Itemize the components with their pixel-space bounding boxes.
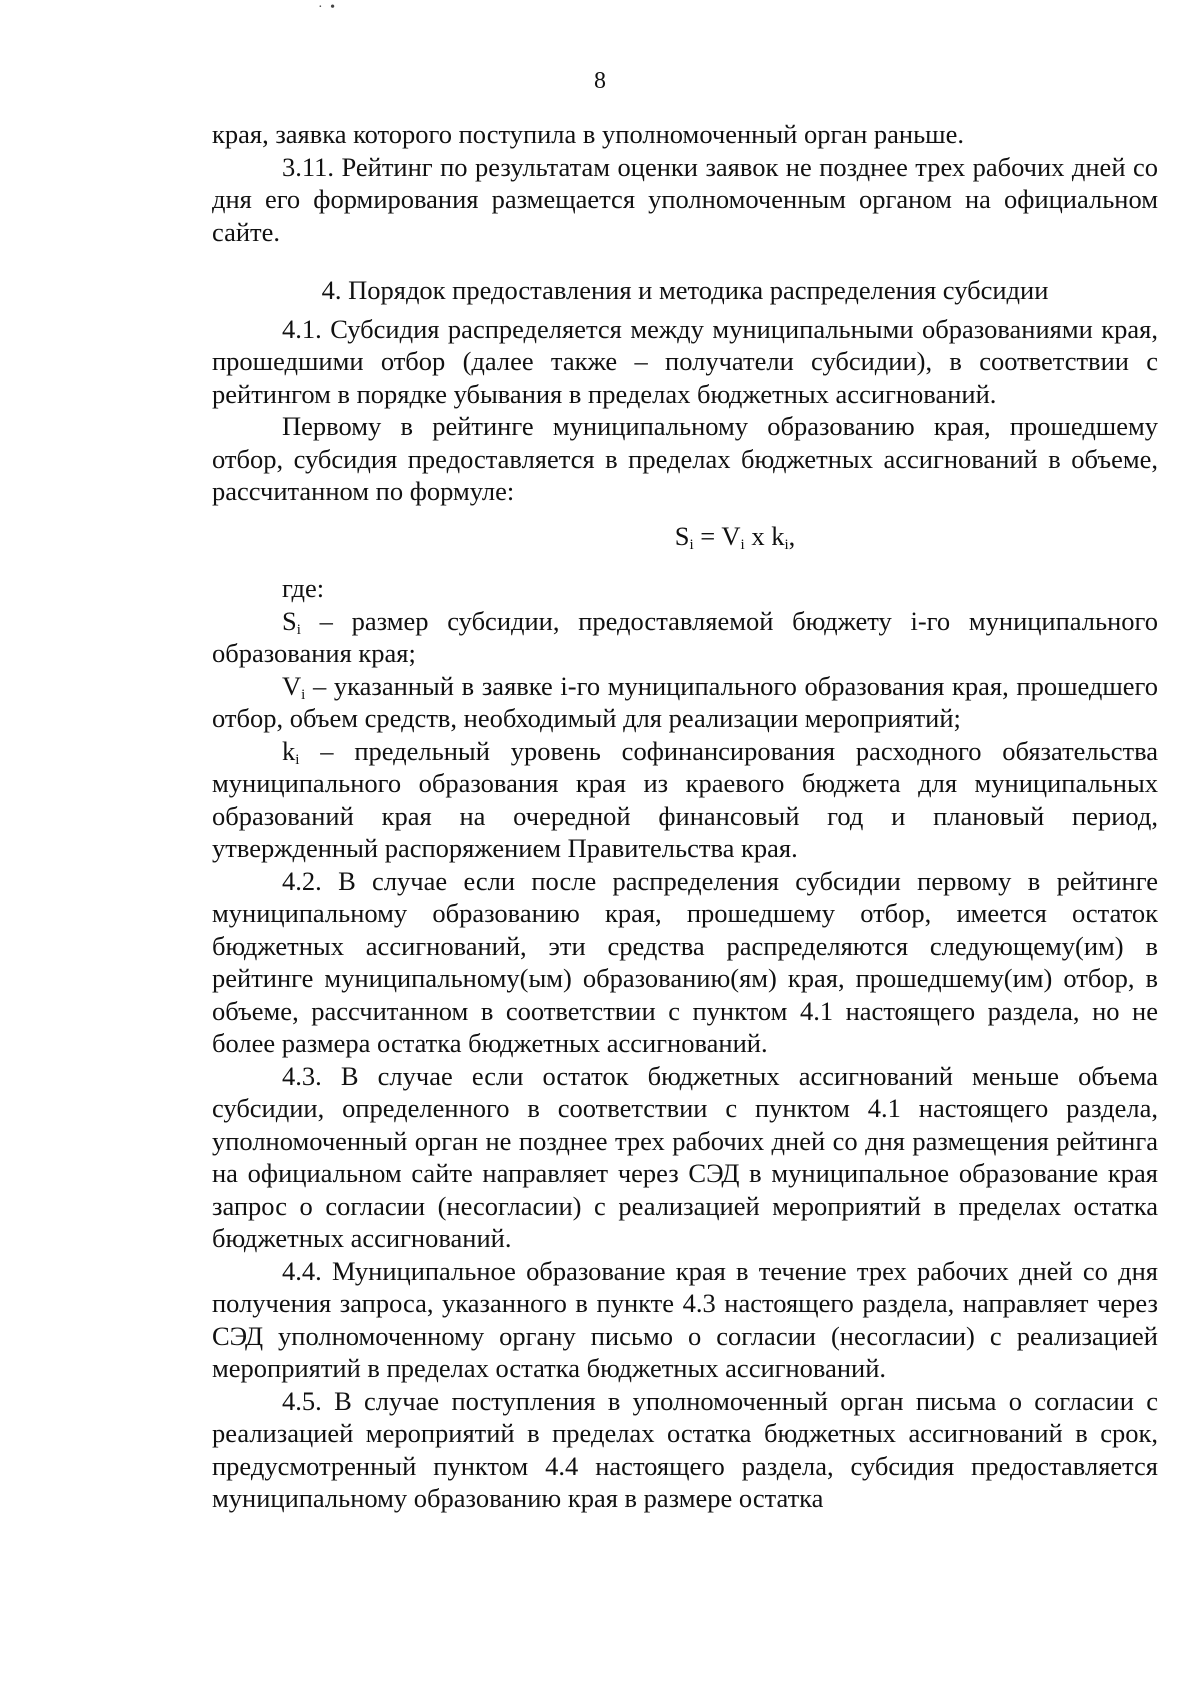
paragraph-4-2: 4.2. В случае если после распределения субсидии первому в рейтинге муниципальному образованию края, прошедшему отбор, имеется остаток бюджетных ассигнований, эти средства распределяются следующему(им) в рейтинге муниципальному(ым) образованию(ям) края, прошедшему(им) отбор, в объеме, рассчитанном в соответствии с пунктом 4.1 настоящего раздела, но не более размера остатка бюджетных ассигнований. (212, 865, 1158, 1058)
formula-s: S (674, 520, 690, 551)
definition-k-symbol: k (282, 735, 296, 766)
formula-v-index: i (740, 536, 745, 553)
definition-s-symbol: S (282, 605, 297, 636)
where-label: где: (282, 573, 325, 603)
definition-v-index: i (301, 686, 306, 703)
document-body (212, 118, 1158, 1515)
formula-s-index: i (689, 536, 694, 553)
section-heading: 4. Порядок предоставления и методика распределения субсидии (321, 275, 1049, 305)
definition-v-symbol: V (282, 670, 302, 701)
paragraph-4-4: 4.4. Муниципальное образование края в течение трех рабочих дней со дня получения запроса, указанного в пункте 4.3 настоящего раздела, направляет через СЭД уполномоченному органу письмо о согласии (несогласии) с реализацией мероприятий в пределах остатка бюджетных ассигнований. (212, 1255, 1158, 1383)
formula (312, 520, 1158, 553)
definition-s-text: – размер субсидии, предоставляемой бюджету i-го муниципального образования края; (212, 605, 1158, 668)
definition-s-index: i (296, 621, 301, 638)
definition-k-text: – предельный уровень софинансирования расходного обязательства муниципального образования края из краевого бюджета для муниципальных образований края на очередной финансовый год и плановый период, утвержденный распоряжением Правительства края. (212, 735, 1158, 863)
formula-k-index: i (784, 536, 789, 553)
definition-k-index: i (295, 751, 300, 768)
formula-times: x (744, 520, 772, 551)
formula-end: , (788, 520, 796, 551)
definition-v-text: – указанный в заявке i-го муниципального образования края, прошедшего отбор, объем средств, необходимый для реализации мероприятий; (212, 670, 1158, 733)
paragraph-3-11: 3.11. Рейтинг по результатам оценки заявок не позднее трех рабочих дней со дня его формирования размещается уполномоченным органом на официальном сайте. (212, 151, 1158, 247)
page-number: 8 (594, 68, 606, 94)
paragraph-first-in-rating: Первому в рейтинге муниципальному образованию края, прошедшему отбор, субсидия предоставляется в пределах бюджетных ассигнований в объеме, рассчитанном по формуле: (212, 411, 1158, 506)
formula-equals: = (693, 520, 722, 551)
paragraph-4-5: 4.5. В случае поступления в уполномоченный орган письма о согласии с реализацией мероприятий в пределах остатка бюджетных ассигнований в срок, предусмотренный пунктом 4.4 настоящего раздела, субсидия предоставляется муниципальному образованию края в размере остатка (212, 1385, 1158, 1513)
formula-k: k (771, 520, 785, 551)
definition-s (212, 605, 1158, 670)
scan-mark: · • (318, 0, 338, 15)
definition-v (212, 670, 1158, 735)
definition-k (212, 735, 1158, 865)
formula-v: V (721, 520, 741, 551)
paragraph-4-3: 4.3. В случае если остаток бюджетных ассигнований меньше объема субсидии, определенного в соответствии с пунктом 4.1 настоящего раздела, уполномоченный орган не позднее трех рабочих дней со дня размещения рейтинга на официальном сайте направляет через СЭД в муниципальное образование края запрос о согласии (несогласии) с реализацией мероприятий в пределах остатка бюджетных ассигнований. (212, 1060, 1158, 1253)
paragraph-continuation: края, заявка которого поступила в уполномоченный орган раньше. (212, 119, 964, 149)
paragraph-4-1: 4.1. Субсидия распределяется между муниципальными образованиями края, прошедшими отбор (далее также – получатели субсидии), в соответствии с рейтингом в порядке убывания в пределах бюджетных ассигнований. (212, 313, 1158, 409)
